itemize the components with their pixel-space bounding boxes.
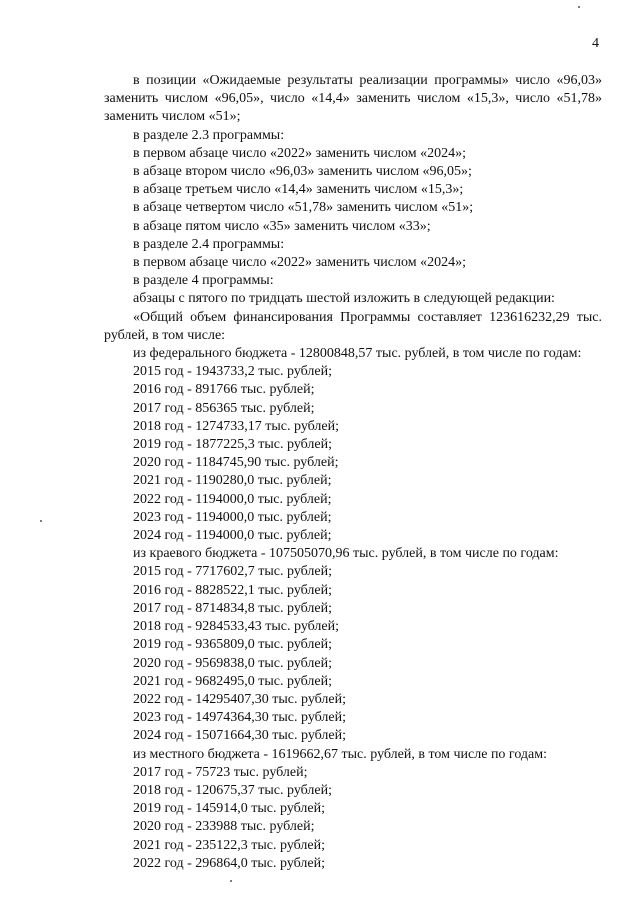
local-year-line: 2022 год - 296864,0 тыс. рублей; [133, 855, 326, 871]
federal-year-line: 2023 год - 1194000,0 тыс. рублей; [133, 509, 332, 525]
scan-speck [40, 520, 42, 522]
federal-year-line: 2015 год - 1943733,2 тыс. рублей; [133, 364, 333, 380]
scan-speck [230, 880, 232, 882]
paragraph-2-3-second: в абзаце втором число «96,03» заменить числом «96,05»; [133, 164, 472, 180]
federal-year-line: 2024 год - 1194000,0 тыс. рублей; [133, 528, 332, 544]
regional-budget-years [104, 563, 602, 745]
local-year-line: 2018 год - 120675,37 тыс. рублей; [133, 782, 333, 798]
paragraph-section-2-4: в разделе 2.4 программы: [133, 236, 285, 252]
local-budget-heading: из местного бюджета - 1619662,67 тыс. рублей, в том числе по годам: [133, 746, 548, 762]
federal-budget-heading: из федерального бюджета - 12800848,57 тыс. рублей, в том числе по годам: [133, 346, 582, 362]
local-budget-years [104, 764, 602, 873]
federal-year-line: 2016 год - 891766 тыс. рублей; [133, 382, 315, 398]
federal-year-line: 2022 год - 1194000,0 тыс. рублей; [133, 491, 332, 507]
regional-year-line: 2020 год - 9569838,0 тыс. рублей; [133, 655, 333, 671]
regional-year-line: 2022 год - 14295407,30 тыс. рублей; [133, 691, 347, 707]
regional-year-line: 2021 год - 9682495,0 тыс. рублей; [133, 673, 333, 689]
local-year-line: 2017 год - 75723 тыс. рублей; [133, 764, 308, 780]
paragraph-2-3-first: в первом абзаце число «2022» заменить числом «2024»; [133, 145, 466, 161]
regional-year-line: 2019 год - 9365809,0 тыс. рублей; [133, 637, 333, 653]
local-year-line: 2021 год - 235122,3 тыс. рублей; [133, 837, 326, 853]
federal-year-line: 2017 год - 856365 тыс. рублей; [133, 400, 315, 416]
local-year-line: 2019 год - 145914,0 тыс. рублей; [133, 801, 326, 817]
regional-year-line: 2018 год - 9284533,43 тыс. рублей; [133, 619, 340, 635]
federal-year-line: 2021 год - 1190280,0 тыс. рублей; [133, 473, 332, 489]
regional-year-line: 2023 год - 14974364,30 тыс. рублей; [133, 710, 347, 726]
regional-year-line: 2017 год - 8714834,8 тыс. рублей; [133, 600, 333, 616]
paragraph-new-wording: абзацы с пятого по тридцать шестой изложить в следующей редакции: [133, 291, 555, 307]
federal-year-line: 2020 год - 1184745,90 тыс. рублей; [133, 455, 339, 471]
regional-year-line: 2024 год - 15071664,30 тыс. рублей; [133, 728, 347, 744]
paragraph-2-4-first: в первом абзаце число «2022» заменить числом «2024»; [133, 255, 466, 271]
regional-year-line: 2016 год - 8828522,1 тыс. рублей; [133, 582, 333, 598]
paragraph-section-2-3: в разделе 2.3 программы: [133, 127, 285, 143]
federal-budget-years [104, 363, 602, 545]
regional-year-line: 2015 год - 7717602,7 тыс. рублей; [133, 564, 333, 580]
paragraph-2-3-fifth: в абзаце пятом число «35» заменить числом «33»; [133, 218, 431, 234]
paragraph-expected-results: в позиции «Ожидаемые результаты реализации программы» число «96,03» заменить числом «96,05», число «14,4» заменить числом «15,3», число «51,78» заменить числом «51»; [104, 73, 602, 125]
local-year-line: 2020 год - 233988 тыс. рублей; [133, 819, 315, 835]
paragraph-section-4: в разделе 4 программы: [133, 273, 274, 289]
regional-budget-heading: из краевого бюджета - 107505070,96 тыс. рублей, в том числе по годам: [133, 546, 559, 562]
page-number: 4 [592, 36, 599, 51]
paragraph-2-3-fourth: в абзаце четвертом число «51,78» заменить числом «51»; [133, 200, 474, 216]
paragraph-total-financing: «Общий объем финансирования Программы составляет 123616232,29 тыс. рублей, в том числе: [104, 309, 602, 343]
federal-year-line: 2018 год - 1274733,17 тыс. рублей; [133, 418, 340, 434]
document-body [104, 72, 602, 873]
paragraph-2-3-third: в абзаце третьем число «14,4» заменить числом «15,3»; [133, 182, 464, 198]
scan-speck [578, 6, 580, 8]
federal-year-line: 2019 год - 1877225,3 тыс. рублей; [133, 437, 333, 453]
